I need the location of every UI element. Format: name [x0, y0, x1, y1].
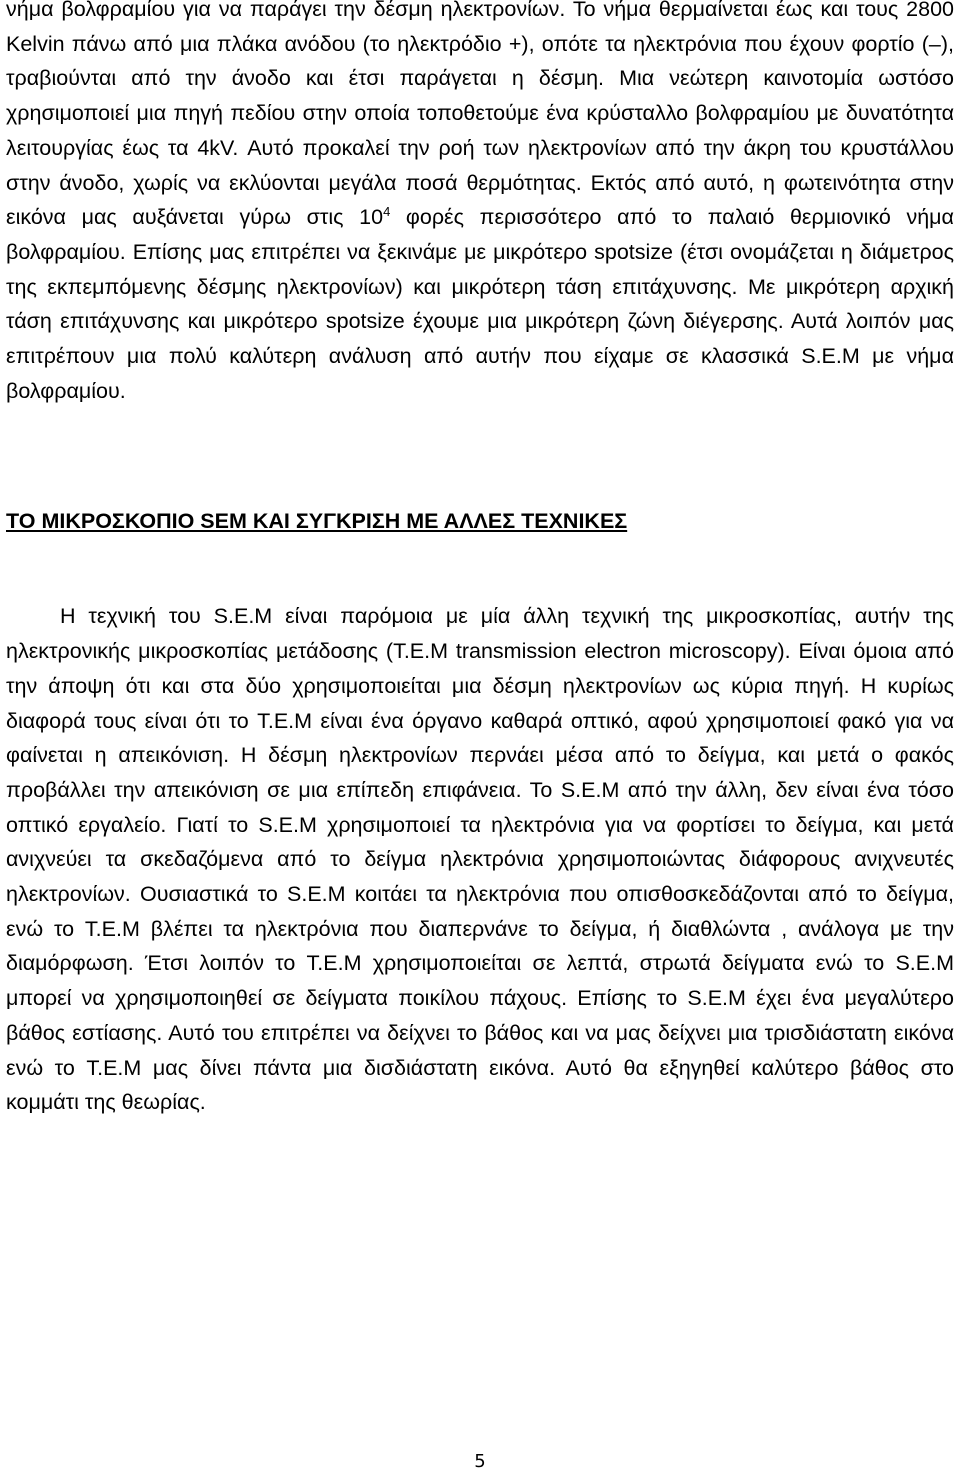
body-paragraph-1 — [6, 0, 954, 408]
page-number: 5 — [474, 1451, 486, 1472]
paragraph-1-text-a: νήμα βολφραμίου για να παράγει την δέσμη ηλεκτρονίων. Το νήμα θερμαίνεται έως και τους 2800 Kelvin πάνω από μια πλάκα ανόδου (το ηλεκτρόδιο +), οπότε τα ηλεκτρόνια που έχουν φορτίο (–), τραβιούνται από την άνοδο και έτσι παράγεται η δέσμη. Μια νεώτερη καινοτομία ωστόσο χρησιμοποιεί μια πηγή πεδίου στην οποία τοποθετούμε ένα κρύσταλλο βολφραμίου με δυνατότητα λειτουργίας έως τα 4kV. Αυτό προκαλεί την ροή των ηλεκτρονίων από την άκρη του κρυστάλλου στην άνοδο, χωρίς να εκλύονται μεγάλα ποσά θερμότητας. Εκτός από αυτό, η φωτεινότητα στην εικόνα μας αυξάνεται γύρω στις 10 — [6, 0, 954, 230]
paragraph-1-text-b: φορές περισσότερο από το παλαιό θερμιονικό νήμα βολφραμίου. Επίσης μας επιτρέπει να ξεκινάμε με μικρότερο spotsize (έτσι ονομάζεται η διάμετρος της εκπεμπόμενης δέσμης ηλεκτρονίων) και μικρότερη τάση επιτάχυνσης. Με μικρότερη αρχική τάση επιτάχυνσης και μικρότερο spotsize έχουμε μια μικρότερη ζώνη διέγερσης. Αυτά λοιπόν μας επιτρέπουν μια πολύ καλύτερη ανάλυση από αυτήν που είχαμε σε κλασσικά S.E.M με νήμα βολφραμίου. — [6, 205, 954, 403]
document-page — [6, 0, 954, 1120]
body-paragraph-2: Η τεχνική του S.E.M είναι παρόμοια με μία άλλη τεχνική της μικροσκοπίας, αυτήν της ηλεκτρονικής μικροσκοπίας μετάδοσης (T.E.M transmission electron microscopy). Είναι όμοια από την άποψη ότι και στα δύο χρησιμοποιείται μια δέσμη ηλεκτρονίων ως κύρια πηγή. Η κυρίως διαφορά τους είναι ότι το T.E.M είναι ένα όργανο καθαρά οπτικό, αφού χρησιμοποιεί φακό για να φαίνεται η απεικόνιση. Η δέσμη ηλεκτρονίων περνάει μέσα από το δείγμα, και μετά ο φακός προβάλλει την απεικόνιση σε μια επίπεδη επιφάνεια. Το S.E.M από την άλλη, δεν είναι ένα τόσο οπτικό εργαλείο. Γιατί το S.E.M χρησιμοποιεί τα ηλεκτρόνια για να φορτίσει το δείγμα, και μετά ανιχνεύει τα σκεδαζόμενα από το δείγμα ηλεκτρόνια χρησιμοποιώντας διάφορους ανιχνευτές ηλεκτρονίων. Ουσιαστικά το S.E.M κοιτάει τα ηλεκτρόνια που οπισθοσκεδάζονται από το δείγμα, ενώ το T.E.M βλέπει τα ηλεκτρόνια που διαπερνάνε το δείγμα, ή διαθλώντα , ανάλογα με την διαμόρφωση. Έτσι λοιπόν το T.E.M χρησιμοποιείται σε λεπτά, στρωτά δείγματα ενώ το S.E.M μπορεί να χρησιμοποιηθεί σε δείγματα ποικίλου πάχους. Επίσης το S.E.M έχει ένα μεγαλύτερο βάθος εστίασης. Αυτό του επιτρέπει να δείχνει το βάθος και να μας δείχνει μια τρισδιάστατη εικόνα ενώ το T.E.M μας δίνει πάντα μια δισδιάστατη εικόνα. Αυτό θα εξηγηθεί καλύτερο βάθος στο κομμάτι της θεωρίας. — [6, 604, 954, 1115]
section-heading: ΤΟ ΜΙΚΡΟΣΚΟΠΙΟ SEM ΚΑΙ ΣΥΓΚΡΙΣΗ ΜΕ ΑΛΛΕΣ ΤΕΧΝΙΚΕΣ — [6, 509, 628, 534]
superscript-exponent: 4 — [383, 204, 391, 220]
